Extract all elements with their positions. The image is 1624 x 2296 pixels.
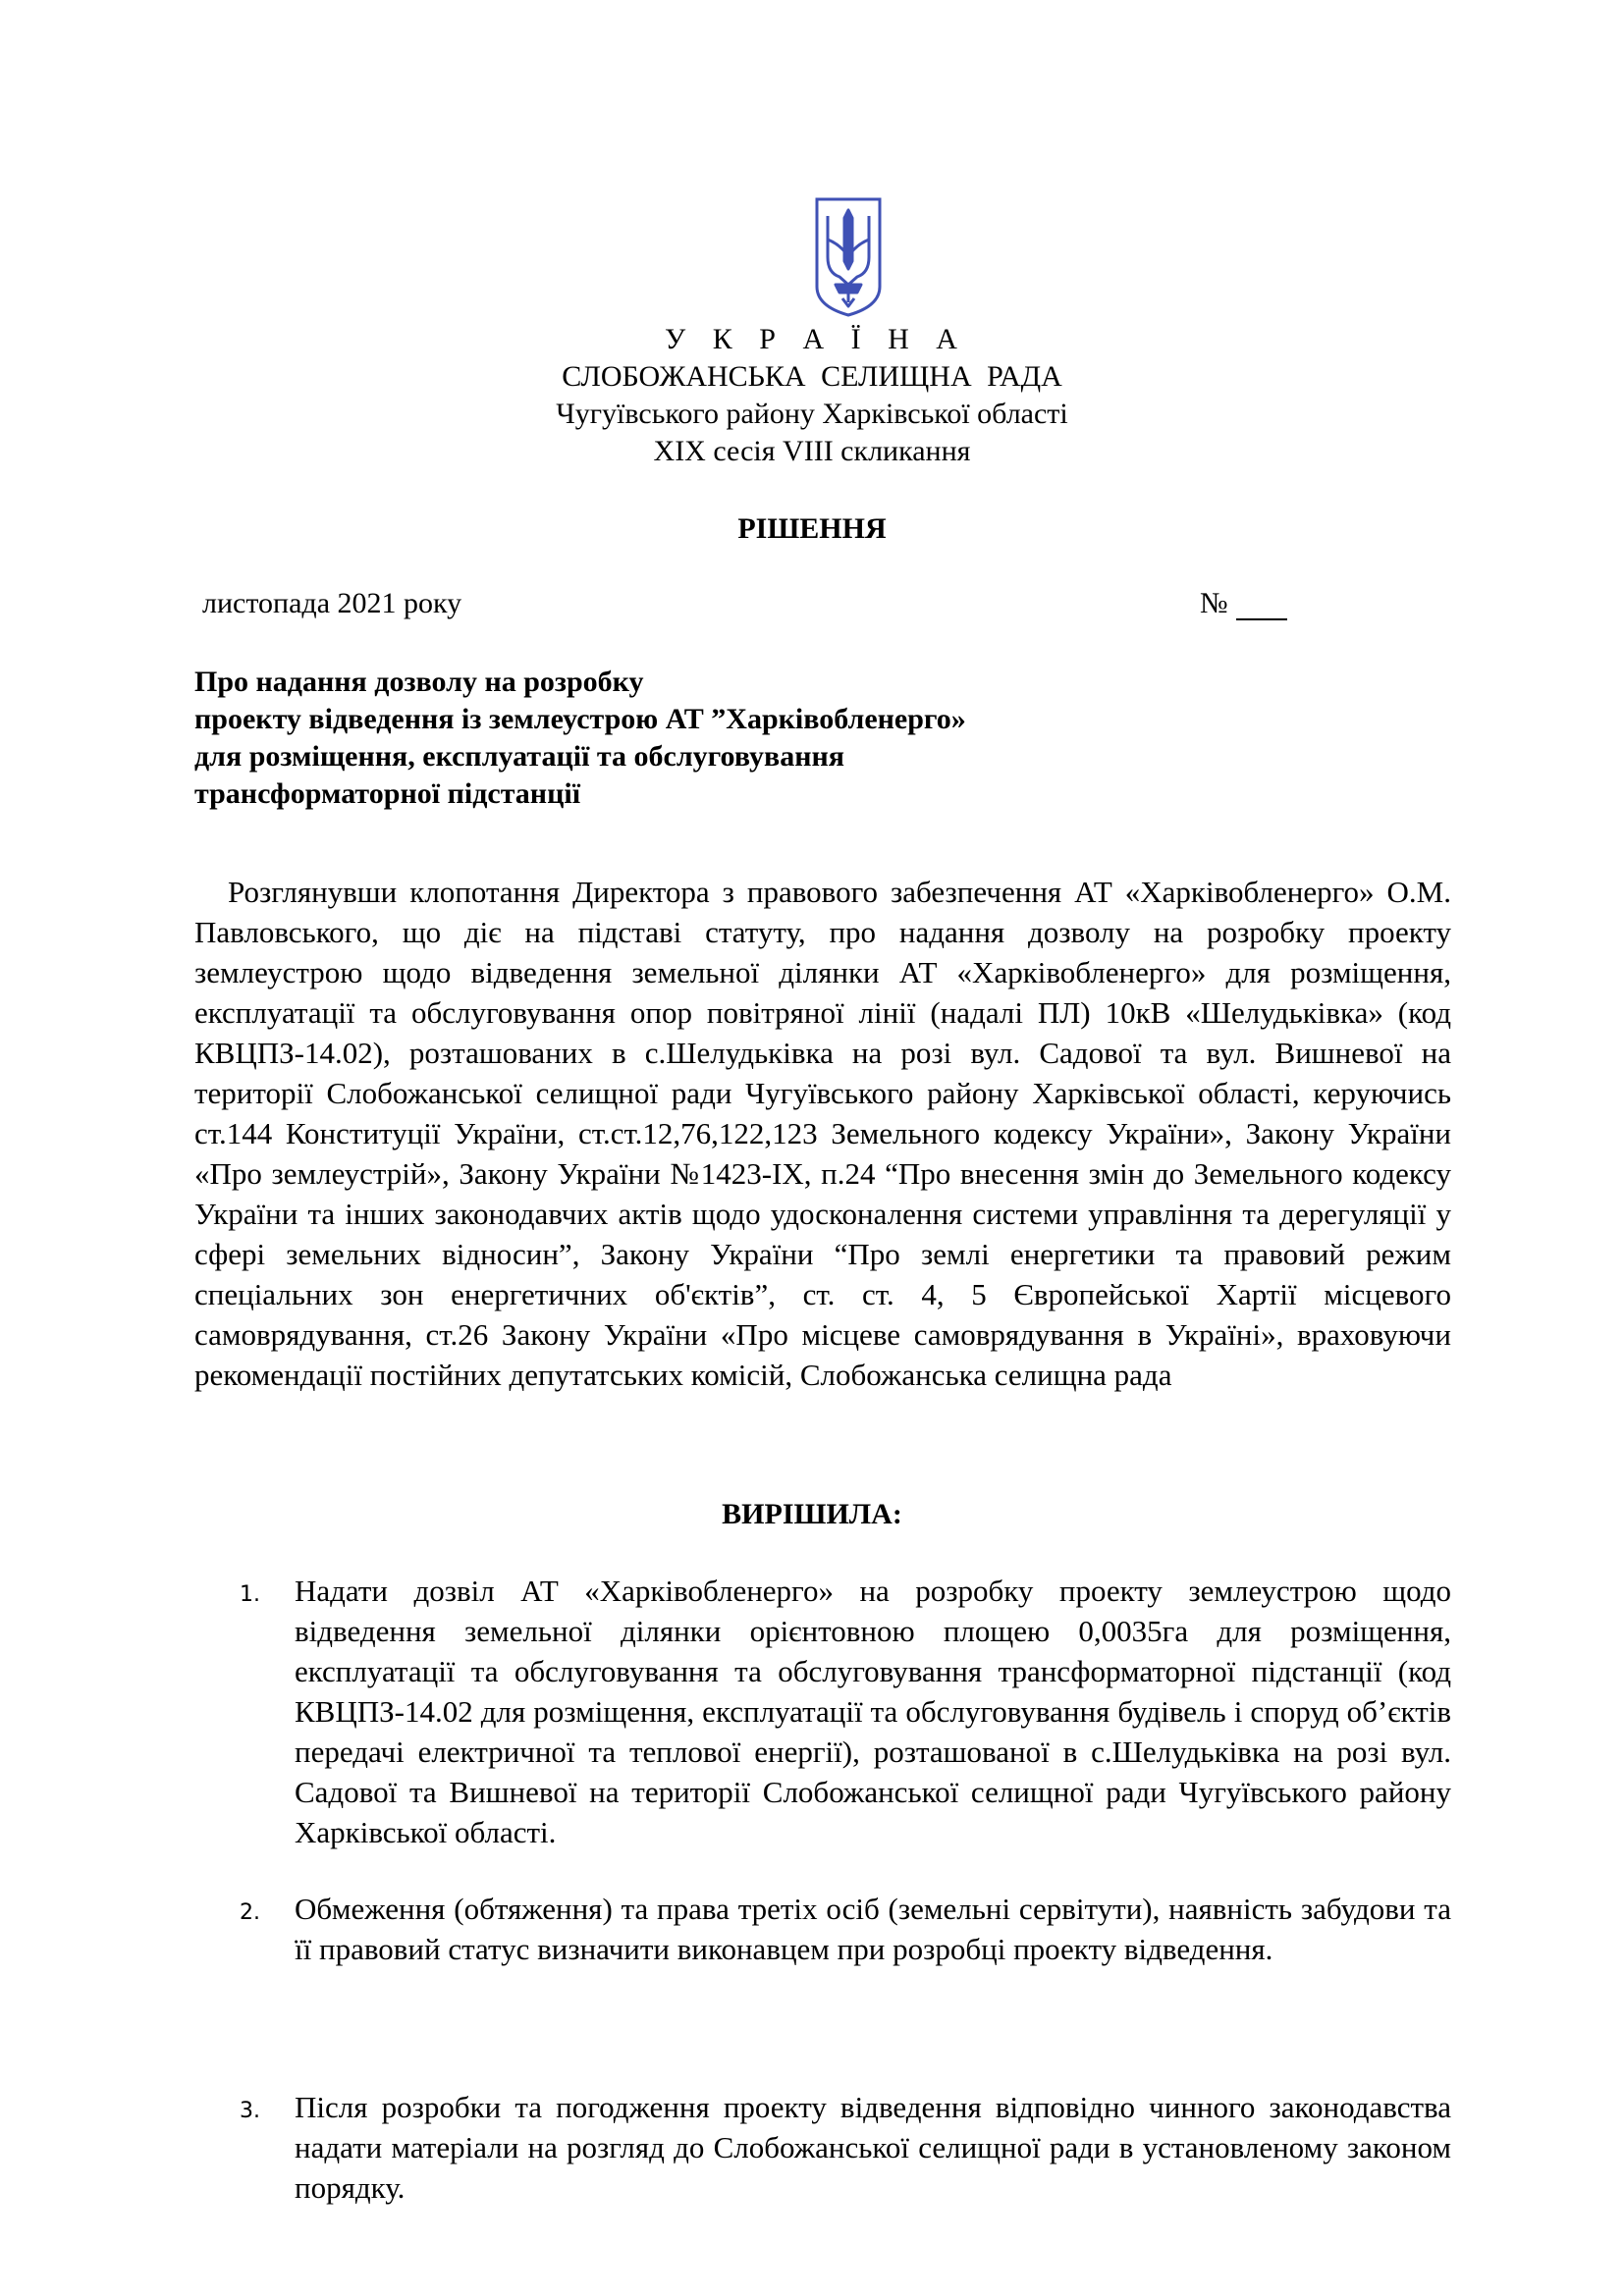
item-number: 2.: [240, 1900, 260, 1925]
decision-item: Обмеження (обтяження) та права третіх осіб (земельні сервітути), наявність забудови та її правовий статус визначити виконавцем при розробці проекту відведення.: [295, 1892, 1451, 1966]
item-number: 1.: [240, 1582, 260, 1607]
number-blank-line: [1236, 591, 1287, 620]
item-number: 3.: [240, 2099, 260, 2123]
document-number: [1200, 587, 1287, 620]
header-session: ХІХ сесія VІІІ скликання: [653, 435, 971, 467]
document-type-title: РІШЕННЯ: [737, 512, 887, 545]
decision-item: Після розробки та погодження проекту відведення відповідно чинного законодавства надати матеріали на розгляд до Слобожанської селищної ради в установленому законом порядку.: [295, 2090, 1451, 2205]
trident-coat-of-arms-icon: [814, 196, 883, 318]
decision-item: Надати дозвіл АТ «Харківобленерго» на розробку проекту землеустрою щодо відведення земельної ділянки орієнтовною площею 0,0035га для розміщення, експлуатації та обслуговування та обслуговування трансформаторної підстанції (код КВЦПЗ-14.02 для розміщення, експлуатації та обслуговування будівель і споруд об’єктів передачі електричної та теплової енергії), розташованої в с.Шелудьківка на розі вул. Садової та Вишневої на території Слобожанської селищної ради Чугуївського району Харківської області.: [295, 1574, 1451, 1849]
subject-line: проекту відведення із землеустрою АТ ”Харківобленерго»: [194, 703, 966, 735]
subject-line: трансформаторної підстанції: [194, 777, 581, 810]
header-district: Чугуївського району Харківської області: [556, 398, 1068, 430]
decision-subject: [194, 664, 966, 813]
document-date: листопада 2021 року: [202, 587, 462, 619]
subject-line: Про надання дозволу на розробку: [194, 666, 644, 698]
number-label: №: [1200, 587, 1228, 619]
preamble-paragraph: Розглянувши клопотання Директора з правового забезпечення АТ «Харківобленерго» О.М. Павловського, що діє на підставі статуту, про надання дозволу на розробку проекту землеустрою щодо відведення земельної ділянки АТ «Харківобленерго» для розміщення, експлуатації та обслуговування опор повітряної лінії (надалі ПЛ) 10кВ «Шелудьківка» (код КВЦПЗ-14.02), розташованих в с.Шелудьківка на розі вул. Садової та вул. Вишневої на території Слобожанської селищної ради Чугуївського району Харківської області, керуючись ст.144 Конституції України, ст.ст.12,76,122,123 Земельного кодексу України», Закону України «Про землеустрій», Закону України №1423-IX, п.24 “Про внесення змін до Земельного кодексу України та інших законодавчих актів щодо удосконалення системи управління та дерегуляції у сфері земельних відносин”, Закону України “Про землі енергетики та правовий режим спеціальних зон енергетичних об'єктів”, ст. ст. 4, 5 Європейської Хартії місцевого самоврядування, ст.26 Закону України «Про місцеве самоврядування в Україні», враховуючи рекомендації постійних депутатських комісій, Слобожанська селищна рада: [194, 875, 1451, 1392]
subject-line: для розміщення, експлуатації та обслуговування: [194, 740, 844, 773]
header-council: СЛОБОЖАНСЬКА СЕЛИЩНА РАДА: [562, 360, 1062, 393]
decided-heading: ВИРІШИЛА:: [722, 1498, 902, 1530]
header-country: У К Р А Ї Н А: [665, 323, 967, 355]
